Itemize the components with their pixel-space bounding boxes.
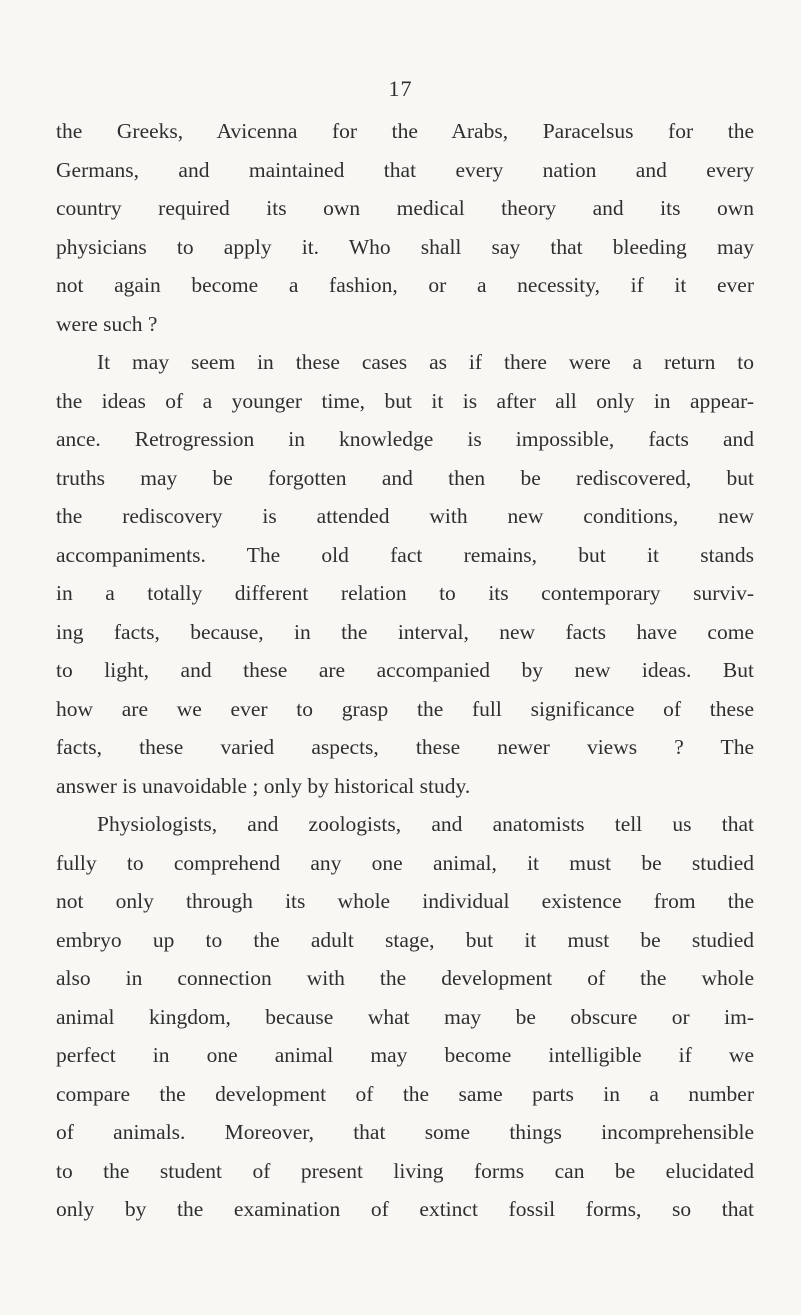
text-line: not again become a fashion, or a necessity, if it ever — [56, 273, 754, 297]
body-text — [56, 112, 754, 1229]
text-line: to light, and these are accompanied by new ideas. But — [56, 658, 754, 682]
text-line: also in connection with the development of the whole — [56, 966, 754, 990]
text-line: physicians to apply it. Who shall say that bleeding may — [56, 234, 754, 259]
text-line: fully to comprehend any one animal, it must be studied — [56, 850, 754, 875]
text-line: answer is unavoidable ; only by historical study. — [56, 773, 471, 798]
text-line: the ideas of a younger time, but it is after all only in appear- — [56, 388, 754, 413]
text-line: to the student of present living forms can be elucidated — [56, 1158, 754, 1183]
text-line: accompaniments. The old fact remains, but it stands — [56, 542, 754, 567]
text-line: only by the examination of extinct fossil forms, so that — [56, 1197, 754, 1221]
text-line: ance. Retrogression in knowledge is impossible, facts and — [56, 427, 754, 451]
text-line: Germans, and maintained that every nation and every — [56, 157, 754, 182]
text-line: in a totally different relation to its contemporary surviv- — [56, 581, 754, 605]
text-line: perfect in one animal may become intelligible if we — [56, 1043, 754, 1067]
text-line: It may seem in these cases as if there were a return to — [97, 350, 754, 374]
text-line: the Greeks, Avicenna for the Arabs, Paracelsus for the — [56, 119, 754, 143]
text-line: compare the development of the same parts in a number — [56, 1081, 754, 1106]
text-line: country required its own medical theory and its own — [56, 196, 754, 220]
text-line: of animals. Moreover, that some things incomprehensible — [56, 1120, 754, 1144]
text-line: the rediscovery is attended with new conditions, new — [56, 504, 754, 528]
page-number: 17 — [388, 76, 413, 101]
text-line: facts, these varied aspects, these newer views ? The — [56, 735, 754, 759]
text-line: ing facts, because, in the interval, new facts have come — [56, 619, 754, 644]
text-line: how are we ever to grasp the full significance of these — [56, 696, 754, 721]
text-line: animal kingdom, because what may be obscure or im- — [56, 1004, 754, 1029]
text-line: Physiologists, and zoologists, and anatomists tell us that — [97, 812, 754, 836]
text-line: embryo up to the adult stage, but it must be studied — [56, 927, 754, 952]
text-line: were such ? — [56, 311, 158, 336]
text-line: not only through its whole individual existence from the — [56, 889, 754, 913]
text-line: truths may be forgotten and then be rediscovered, but — [56, 465, 754, 490]
